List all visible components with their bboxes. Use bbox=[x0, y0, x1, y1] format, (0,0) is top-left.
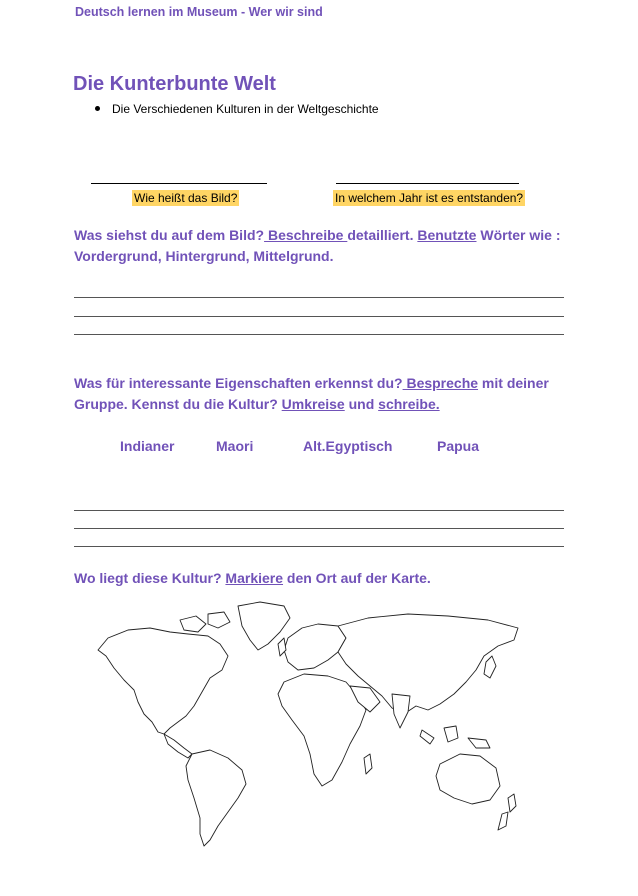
answer-line[interactable] bbox=[74, 297, 564, 298]
arctic-islands-shape bbox=[180, 616, 206, 632]
south-america-shape bbox=[186, 750, 246, 846]
year-label: In welchem Jahr ist es entstanden? bbox=[335, 191, 524, 205]
culture-option-indianer[interactable]: Indianer bbox=[120, 438, 175, 454]
culture-option-alt-egyptisch[interactable]: Alt.Egyptisch bbox=[303, 438, 393, 454]
q2-text-1: Was für interessante Eigenschaften erkennst du? bbox=[74, 375, 403, 391]
culture-option-papua[interactable]: Papua bbox=[437, 438, 480, 454]
madagascar-shape bbox=[364, 754, 372, 774]
subtitle-bullet bbox=[95, 102, 379, 116]
bullet-icon bbox=[95, 106, 100, 111]
north-america-shape bbox=[98, 628, 228, 734]
picture-name-blank[interactable] bbox=[91, 183, 267, 184]
question-describe bbox=[74, 225, 574, 267]
subtitle-text: Die Verschiedenen Kulturen in der Weltgeschichte bbox=[112, 102, 379, 116]
year-blank[interactable] bbox=[336, 183, 519, 184]
q1-text-3: Wörter wie : Vordergrund, Hintergrund, Mittelgrund. bbox=[74, 227, 561, 264]
answer-line[interactable] bbox=[74, 334, 564, 335]
new-zealand-shape bbox=[498, 812, 508, 830]
borneo-shape bbox=[444, 726, 458, 742]
question-map bbox=[74, 568, 574, 589]
japan-shape bbox=[484, 656, 496, 678]
new-zealand-shape bbox=[508, 794, 516, 812]
q3-text-1: Wo liegt diese Kultur? bbox=[74, 570, 226, 586]
culture-option-maori[interactable]: Maori bbox=[216, 438, 254, 454]
india-shape bbox=[392, 694, 410, 728]
world-map-icon[interactable] bbox=[88, 598, 528, 850]
answer-line[interactable] bbox=[74, 546, 564, 547]
new-guinea-shape bbox=[468, 738, 490, 748]
q1-text-2: detailliert. bbox=[347, 227, 418, 243]
central-america-shape bbox=[164, 734, 192, 758]
q3-text-2: den Ort auf der Karte. bbox=[283, 570, 431, 586]
q2-underline-umkreise: Umkreise bbox=[281, 396, 345, 412]
q2-underline-schreibe: schreibe. bbox=[378, 396, 440, 412]
arctic-islands-shape bbox=[208, 612, 230, 628]
picture-name-label: Wie heißt das Bild? bbox=[134, 191, 238, 205]
q1-text-1: Was siehst du auf dem Bild? bbox=[74, 227, 265, 243]
q1-underline-beschreibe: Beschreibe bbox=[264, 227, 348, 243]
page-header: Deutsch lernen im Museum - Wer wir sind bbox=[75, 5, 323, 19]
q3-underline-markiere: Markiere bbox=[225, 570, 284, 586]
australia-shape bbox=[436, 754, 500, 804]
sumatra-shape bbox=[420, 730, 434, 744]
q1-underline-benutzte: Benutzte bbox=[417, 227, 477, 243]
worksheet-title: Die Kunterbunte Welt bbox=[73, 73, 276, 95]
answer-line[interactable] bbox=[74, 510, 564, 511]
answer-line[interactable] bbox=[74, 528, 564, 529]
q2-text-3: und bbox=[344, 396, 379, 412]
europe-shape bbox=[284, 624, 346, 670]
question-properties bbox=[74, 373, 574, 415]
answer-line[interactable] bbox=[74, 316, 564, 317]
q2-text-2: mit deiner Gruppe. Kennst du die Kultur? bbox=[74, 375, 549, 412]
q2-underline-bespreche: Bespreche bbox=[402, 375, 479, 391]
